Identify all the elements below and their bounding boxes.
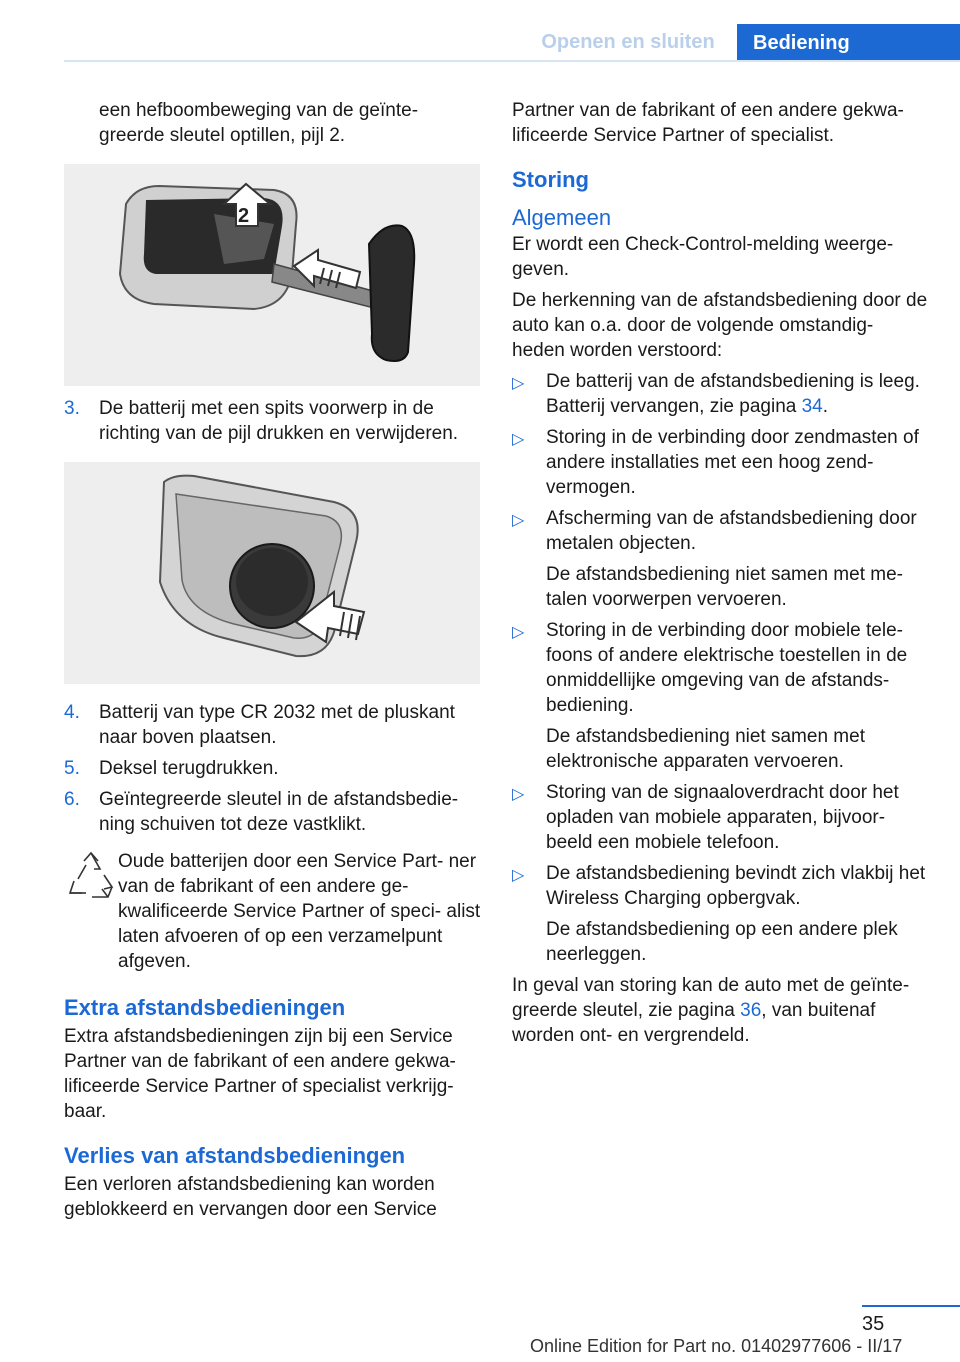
list-item — [512, 506, 928, 612]
page-link-36[interactable]: 36 — [740, 1000, 762, 1021]
closing-text — [512, 973, 928, 1048]
extra-text: Extra afstandsbedieningen zijn bij een Service Partner van de fabrikant of een andere gekwa- lificeerde Service Partner of specialist verkrijg- baar. — [64, 1026, 456, 1122]
bullet-triangle-icon: ▷ — [512, 375, 525, 392]
bullet-3-sub: De afstandsbediening niet samen met me- talen voorwerpen vervoeren. — [546, 564, 903, 610]
bullet-triangle-icon: ▷ — [512, 624, 525, 641]
footer-rule — [862, 1305, 960, 1307]
step-6-number: 6. — [64, 789, 80, 810]
heading-verlies: Verlies van afstandsbedieningen — [64, 1143, 406, 1168]
list-item — [512, 425, 928, 500]
lost-text: Een verloren afstandsbediening kan worden geblokkeerd en vervangen door een Service — [64, 1174, 437, 1220]
header-tab-bediening: Bediening — [737, 24, 960, 62]
closing-pre: In geval van storing kan de auto met de geïnte- greerde sleutel, zie pagina — [512, 975, 910, 1021]
right-column — [512, 98, 928, 1048]
step-4 — [64, 700, 482, 750]
list-item — [512, 861, 928, 967]
step-3-number: 3. — [64, 398, 80, 419]
intro-text: een hefboombeweging van de geïnte- greerde sleutel optillen, pijl 2. — [99, 100, 419, 146]
bullet-triangle-icon: ▷ — [512, 431, 525, 448]
figure-key-remove-cover — [64, 164, 480, 386]
bullet-5-text: Storing van de signaaloverdracht door het opladen van mobiele apparaten, bijvoor- beeld een mobiele telefoon. — [546, 782, 899, 853]
step-3 — [64, 396, 482, 446]
heading-extra-afstandsbedieningen: Extra afstandsbedieningen — [64, 995, 346, 1020]
step-3-text: De batterij met een spits voorwerp in de richting van de pijl drukken en verwijderen. — [99, 398, 459, 444]
figure-battery-removal — [64, 462, 480, 684]
step-5-number: 5. — [64, 758, 80, 779]
heading-algemeen: Algemeen — [512, 205, 612, 230]
bullet-6-text: De afstandsbediening bevindt zich vlakbij het Wireless Charging opbergvak. — [546, 863, 926, 909]
key-cover-illustration — [64, 164, 480, 386]
continued-text: Partner van de fabrikant of een andere gekwa- lificeerde Service Partner of specialist. — [512, 100, 904, 146]
bullet-1-end: . — [822, 396, 829, 417]
header-rule — [64, 60, 960, 62]
arrow-2-label: 2 — [238, 205, 250, 227]
algemeen-p1: Er wordt een Check-Control-melding weerge- geven. — [512, 234, 894, 280]
bullet-triangle-icon: ▷ — [512, 786, 525, 803]
recycle-text: Oude batterijen door een Service Part- ner van de fabrikant of een andere ge- kwalificeerde Service Partner of speci- alist laten afvoeren of op een verzamelpunt afgeven. — [118, 851, 481, 972]
page-number: 35 — [862, 1313, 885, 1335]
bullet-triangle-icon: ▷ — [512, 867, 525, 884]
step-4-text: Batterij van type CR 2032 met de pluskant naar boven plaatsen. — [99, 702, 455, 748]
bullet-2-text: Storing in de verbinding door zendmasten of andere installaties met een hoog zend- vermogen. — [546, 427, 919, 498]
step-6-text: Geïntegreerde sleutel in de afstandsbedie- ning schuiven tot deze vastklikt. — [99, 789, 459, 835]
algemeen-p2: De herkenning van de afstandsbediening door de auto kan o.a. door de volgende omstandig- heden worden verstoord: — [512, 290, 928, 361]
recycle-note — [64, 849, 482, 974]
bullet-6-sub: De afstandsbediening op een andere plek neerleggen. — [546, 919, 898, 965]
bullet-triangle-icon: ▷ — [512, 512, 525, 529]
bullet-1-text: De batterij van de afstandsbediening is leeg. Batterij vervangen, zie pagina — [546, 371, 920, 417]
step-5-text: Deksel terugdrukken. — [99, 758, 279, 779]
heading-storing: Storing — [512, 167, 589, 192]
page-link-34[interactable]: 34 — [801, 396, 823, 417]
edition-text: Online Edition for Part no. 01402977606 - II/17 — [530, 1336, 903, 1356]
left-column — [64, 98, 482, 1222]
step-6 — [64, 787, 482, 837]
list-item — [512, 618, 928, 774]
bullet-4-sub: De afstandsbediening niet samen met elektronische apparaten vervoeren. — [546, 726, 865, 772]
recycle-icon — [64, 849, 118, 909]
step-4-number: 4. — [64, 702, 80, 723]
battery-illustration — [64, 462, 480, 684]
closing-post: , van buitenaf worden ont- en vergrendeld. — [512, 1000, 876, 1046]
bullet-3-text: Afscherming van de afstandsbediening door metalen objecten. — [546, 508, 917, 554]
header-section-title: Openen en sluiten — [541, 30, 715, 53]
list-item — [512, 369, 928, 419]
list-item — [512, 780, 928, 855]
step-5 — [64, 756, 482, 781]
bullet-4-text: Storing in de verbinding door mobiele tele- foons of andere elektrische toestellen in de onmiddellijke omgeving van de afstands- bediening. — [546, 620, 908, 716]
